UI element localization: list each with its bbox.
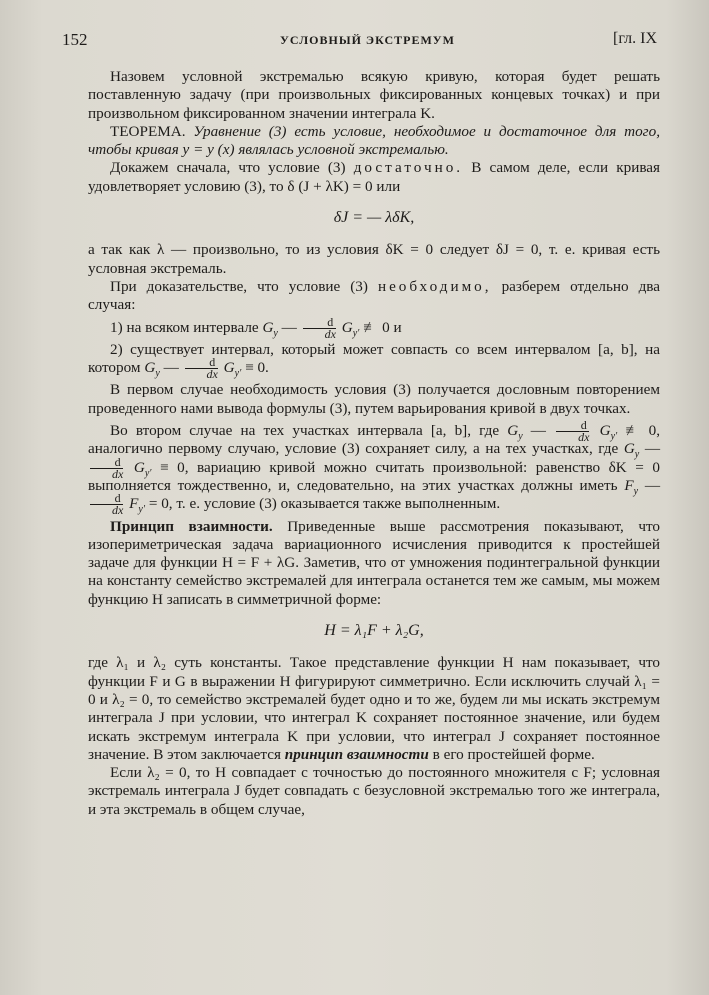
derivative-fraction: $\frac{d}{dx}$	[556, 420, 589, 443]
formula-variation: δJ = — λδK,	[333, 209, 415, 227]
paragraph-necessity: При доказательстве, что условие (3) необходимо, разберем отдельно два случая:	[88, 277, 661, 314]
derivative-fraction: $\frac{d}{dx}$	[90, 457, 123, 480]
spaced-word-sufficient: достаточно.	[353, 159, 464, 177]
derivative-fraction: $\frac{d}{dx}$	[303, 317, 336, 340]
paragraph-final: Если λ₂ = 0, то H совпадает с точностью до постоянного множителя с F; условная экстремаль интеграла J будет совпадать с безусловной экстремалью того же интеграла, и эта экстремаль в общем случае,	[88, 764, 660, 818]
paragraph-first-case: В первом случае необходимость условия (3) получается дословным повторением проведенного нами вывода формулы (3), путем варьирования кривой в двух точках.	[88, 381, 660, 417]
page-number: 152	[62, 30, 88, 49]
running-title: УСЛОВНЫЙ ЭКСТРЕМУМ	[280, 33, 455, 47]
reciprocity-term: принцип взаимности	[284, 745, 429, 763]
paragraph-reciprocity: Принцип взаимности. Приведенные выше рассмотрения показывают, что изопериметрическая задача вариационного исчисления приводится к простейшей задаче для функции H = F + λG. Заметив, что от умножения подинтегральной функции на константу семейство экстремалей для интеграла останется тем же самым, мы можем функцию H записать в симметричной форме:	[88, 517, 660, 608]
derivative-fraction: $\frac{d}{dx}$	[185, 357, 218, 380]
derivative-fraction: $\frac{d}{dx}$	[90, 493, 123, 516]
case-two: 2) существует интервал, который может совпасть со всем интервалом [a, b], на котором $G_y$ — $\frac{d}{dx}$ $G_{y'} \equiv 0$.	[88, 340, 660, 382]
paragraph-symmetry: где λ₁ и λ₂ суть константы. Такое представление функции H нам показывает, что функции F и G в выражении H фигурируют симметрично. Если исключить случай λ₁ = 0 и λ₂ = 0, то семейство экстремалей будет одно и то же, будем ли мы искать экстремум интеграла J при условии, что интеграл K сохраняет постоянное значение, или будем искать экстремум интеграла K при условии, что интеграл J сохраняет постоянное значение. В этом заключается принцип взаимности в его простейшей форме.	[88, 654, 660, 763]
case-one: 1) на всяком интервале $G_y$ — $\frac{d}{dx}$ $G_{y'}$ ≢ 0 и	[110, 314, 402, 341]
chapter-ref: [гл. IX	[613, 30, 657, 47]
theorem-label: ТЕОРЕМА.	[110, 122, 186, 140]
page-header	[60, 30, 675, 54]
paragraph-conclusion: а так как λ — произвольно, то из условия δK = 0 следует δJ = 0, т. е. кривая есть условная экстремаль.	[88, 241, 660, 277]
page-body	[88, 68, 660, 819]
spaced-word-necessary: необходимо,	[377, 277, 492, 295]
reciprocity-label: Принцип взаимности.	[110, 517, 273, 535]
paragraph-second-case: Во втором случае на тех участках интервала [a, b], где $G_y$ — $\frac{d}{dx}$ $G_{y'}$ ≢ 0, аналогично первому случаю, условие (3) сохраняет силу, а на тех участках, где $G_y$ — $\frac{d}{dx}$ $G_{y'} \equiv 0$, вариацию кривой можно считать произвольной: равенство δK = 0 выполняется тождественно, и, следовательно, на этих участках должны иметь $F_y$ — $\frac{d}{dx}$ $F_{y'} = 0$, т. е. условие (3) оказывается также выполненным.	[88, 418, 661, 518]
paragraph-definition: Назовем условной экстремалью всякую кривую, которая будет решать поставленную задачу (при произвольных фиксированных концевых точках) и при произвольном фиксированном значении интеграла K.	[88, 68, 660, 122]
paragraph-sufficiency: Докажем сначала, что условие (3) достаточно. В самом деле, если кривая удовлетворяет условию (3), то δ (J + λK) = 0 или	[88, 159, 661, 195]
paragraph-theorem	[88, 123, 660, 160]
formula-symmetric: H = λ₁F + λ₂G,	[324, 622, 424, 640]
theorem-statement: Уравнение (3) есть условие, необходимое и достаточное для того, чтобы кривая y = y (x) являлась условной экстремалью.	[88, 122, 660, 159]
